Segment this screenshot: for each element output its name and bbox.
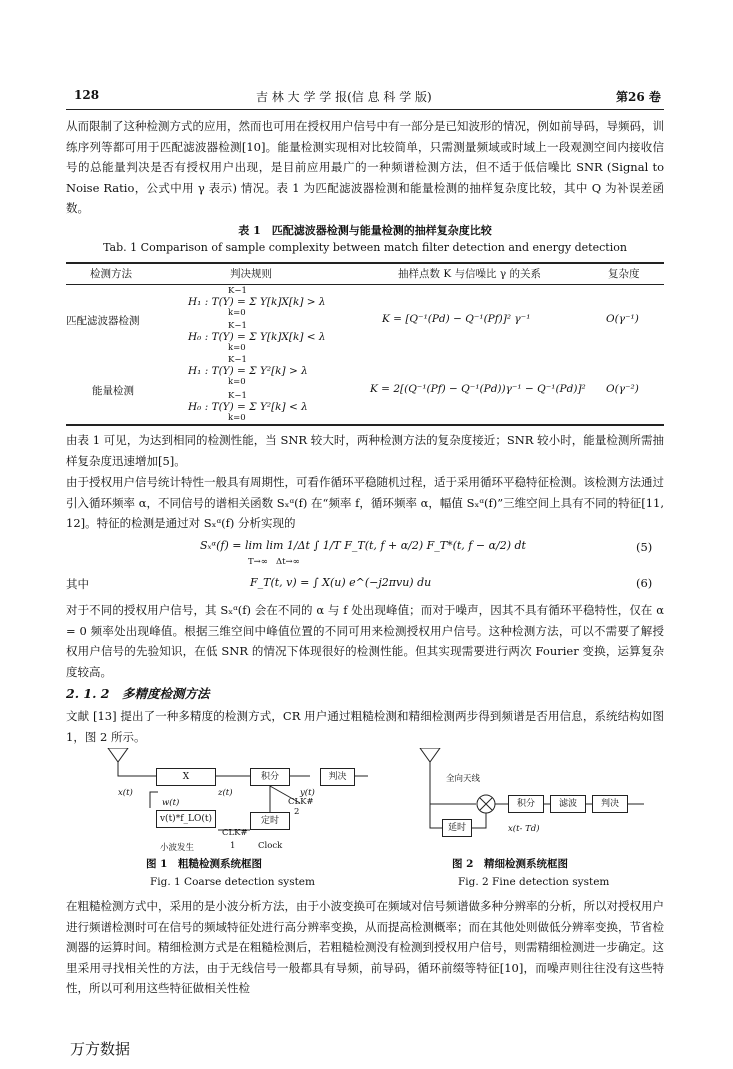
signal-z: z(t): [218, 788, 233, 798]
page-number: 128: [74, 88, 100, 102]
wavelet-label: 小波发生: [160, 843, 195, 853]
table-row-energy-h1: H₁ : T(Y) = Σ Y²[k] > λ: [188, 365, 308, 377]
sum-upper: K−1: [228, 391, 247, 401]
wavelet-generator-block: v(t)*f_LO(t): [156, 810, 216, 828]
clk1-index: 1: [230, 841, 236, 851]
sum-upper: K−1: [228, 355, 247, 365]
equation-5: Sₓᵅ(f) = lim lim 1/Δt ∫ 1/T F_T(t, f + α/2) F_T*(t, f − α/2) dt: [200, 539, 526, 552]
multiplier-block: X: [156, 768, 216, 786]
paragraph-4: 对于不同的授权用户信号，其 Sₓᵅ(f) 会在不同的 α 与 f 处出现峰值；而对于噪声，因其不具有循环平稳特性，仅在 α = 0 频率处出现峰值。根据三维空间中峰值位置的不同可用来检测授权用户信号。这种检测方法，可以不需要了解授权用户信号的先验知识，在低 SNR 的情况下体现很好的检测性能。但其实现需要进行两次 Fourier 变换，运算复杂度较高。: [66, 603, 664, 679]
table-header-rule: 判决规则: [230, 268, 272, 280]
watermark-text: 万方数据: [70, 1040, 131, 1058]
table-bottom-rule: [66, 424, 664, 426]
paragraph-5: 文献 [13] 提出了一种多精度的检测方式，CR 用户通过粗糙检测和精细检测两步得到频谱是否用信息，系统结构如图 1，图 2 所示。: [66, 709, 664, 744]
antenna-label: 全向天线: [446, 774, 481, 784]
sum-lower: k=0: [228, 377, 246, 387]
volume-label: 第26 卷: [616, 90, 661, 104]
sum-lower: k=0: [228, 308, 246, 318]
header-rule: [66, 109, 664, 110]
signal-x: x(t): [118, 788, 133, 798]
table-row-energy-complexity: O(γ⁻²): [606, 383, 639, 395]
equation-5-number: (5): [636, 540, 653, 554]
fine-filter-block: 滤波: [550, 795, 586, 813]
decision-block: 判决: [320, 768, 355, 786]
integrator-block: 积分: [250, 768, 290, 786]
sum-upper: K−1: [228, 286, 247, 296]
sum-lower: k=0: [228, 413, 246, 423]
clk2-label: CLK#: [288, 797, 314, 807]
clock-label: Clock: [258, 841, 283, 851]
table-header-method: 检测方法: [90, 268, 132, 280]
paragraph-6: 在粗糙检测方式中，采用的是小波分析方法，由于小波变换可在频域对信号频谱做多种分辨率的分析，所以对授权用户进行频谱检测时可在信号的频域特征处进行高分辨率变换，从而提高检测概率；而在其他处则做低分辨率变换，节省检测器的运算时间。精细检测方式是在粗糙检测后，若粗糙检测没有检测到授权用户信号，则需精细检测进一步确定。这里采用寻找相关性的方法，由于无线信号一般都具有导频，前导码，循环前缀等特征[10]，而噪声则往往没有这些特性，所以可利用这些特征做相关性检: [66, 899, 664, 996]
intro-paragraph: 从而限制了这种检测方式的应用，然而也可用在授权用户信号中有一部分是已知波形的情况，例如前导码，导频码，训练序列等都可用于匹配滤波器检测[10]。能量检测实现相对比较简单，只需测量频域或时域上一段观测空间内接收信号的总能量判决是否有授权用户出现，是目前应用最广的一种频谱检测方法，但不适于低信噪比 SNR (Signal to Noise Ratio，公式中用 γ 表示) 情况。表 1 为匹配滤波器检测和能量检测的抽样复杂度比较，其中 Q 为补误差函数。: [66, 119, 664, 216]
figure-2-caption-en: Fig. 2 Fine detection system: [458, 876, 610, 888]
journal-title: 吉 林 大 学 学 报(信 息 科 学 版): [256, 90, 432, 104]
section-heading: 2. 1. 2 多精度检测方法: [66, 686, 210, 701]
table-row-energy-h0: H₀ : T(Y) = Σ Y²[k] < λ: [188, 401, 308, 413]
clk1-label: CLK#: [222, 828, 248, 838]
table-caption-en: Tab. 1 Comparison of sample complexity between match filter detection and energy detection: [103, 241, 627, 254]
figure-1-diagram: [100, 748, 380, 858]
timing-block: 定时: [250, 812, 290, 830]
table-header-relation: 抽样点数 K 与信噪比 γ 的关系: [398, 268, 541, 280]
table-top-rule: [66, 262, 664, 264]
signal-w: w(t): [162, 798, 180, 808]
label-qizhong: 其中: [66, 577, 89, 591]
table-row-mf-complexity: O(γ⁻¹): [606, 313, 639, 325]
delay-block: 延时: [442, 819, 472, 837]
delayed-signal-label: x(t- Td): [508, 824, 540, 834]
table-caption-cn: 表 1 匹配滤波器检测与能量检测的抽样复杂度比较: [238, 224, 492, 237]
clk2-index: 2: [294, 807, 300, 817]
figure-1-caption-en: Fig. 1 Coarse detection system: [150, 876, 315, 888]
figure-1-caption-cn: 图 1 粗糙检测系统框图: [146, 858, 262, 870]
table-row-mf-method: 匹配滤波器检测: [66, 315, 140, 327]
sum-lower: k=0: [228, 343, 246, 353]
fine-integrator-block: 积分: [508, 795, 544, 813]
table-header-complexity: 复杂度: [608, 268, 640, 280]
sum-upper: K−1: [228, 321, 247, 331]
equation-6-number: (6): [636, 576, 653, 590]
table-row-mf-relation: K = [Q⁻¹(Pd) − Q⁻¹(Pf)]² γ⁻¹: [382, 313, 531, 325]
table-row-mf-h1: H₁ : T(Y) = Σ Y[k]X[k] > λ: [188, 296, 326, 308]
eq5-limit-1: T→∞: [248, 557, 268, 567]
table-row-mf-h0: H₀ : T(Y) = Σ Y[k]X[k] < λ: [188, 331, 326, 343]
figure-2-caption-cn: 图 2 精细检测系统框图: [452, 858, 568, 870]
paragraph-3: 由于授权用户信号统计特性一般具有周期性，可看作循环平稳随机过程，适于采用循环平稳特征检测。该检测方法通过引入循环频率 α，不同信号的谱相关函数 Sₓᵅ(f) 在“频率 f，循环频率 α，幅值 Sₓᵅ(f)”三维空间上具有不同的特征[11, 12]。特征的检测是通过对 Sₓᵅ(f) 分析实现的: [66, 475, 664, 531]
table-row-energy-relation: K = 2[(Q⁻¹(Pf) − Q⁻¹(Pd))γ⁻¹ − Q⁻¹(Pd)]²: [370, 383, 586, 395]
signal-y: y(t): [300, 788, 315, 798]
equation-6: F_T(t, v) = ∫ X(u) e^(−j2πvu) du: [250, 576, 432, 589]
eq5-limit-2: Δt→∞: [276, 557, 300, 567]
table-row-energy-method: 能量检测: [92, 385, 134, 397]
fine-decision-block: 判决: [592, 795, 628, 813]
paragraph-2: 由表 1 可见，为达到相同的检测性能，当 SNR 较大时，两种检测方法的复杂度接近；SNR 较小时，能量检测所需抽样复杂度迅速增加[5]。: [66, 433, 664, 468]
table-header-rule-line: [66, 284, 664, 285]
